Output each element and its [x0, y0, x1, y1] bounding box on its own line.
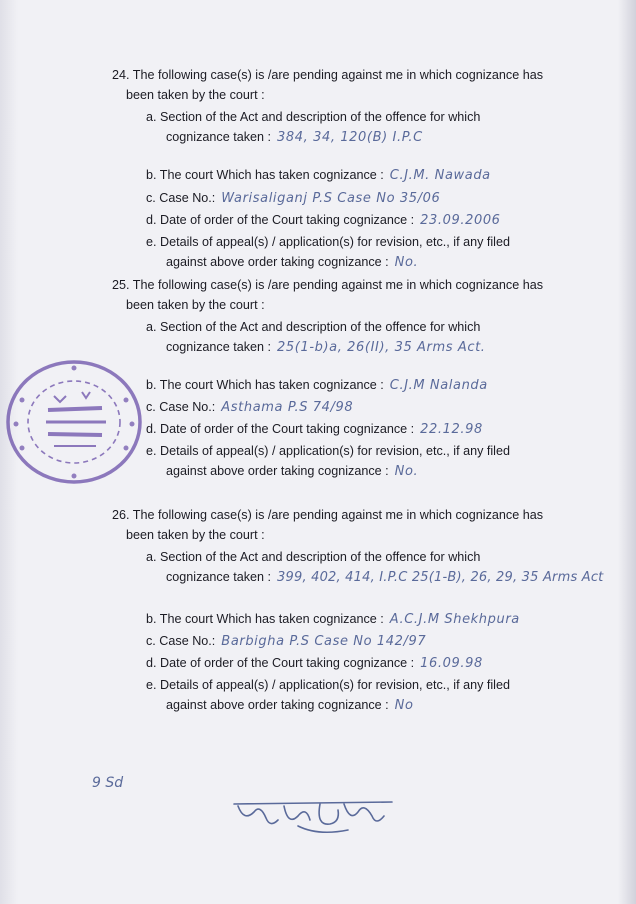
q25-b-label: b. The court Which has taken cognizance : — [146, 378, 384, 392]
q26-b-value: A.C.J.M Shekhpura — [389, 612, 520, 627]
q24-b-label: b. The court Which has taken cognizance : — [146, 168, 384, 182]
q26-d-value: 16.09.98 — [420, 656, 483, 671]
q25-e-line1: e. Details of appeal(s) / application(s) for revision, etc., if any filed — [146, 444, 510, 458]
q24-c-value: Warisaliganj P.S Case No 35/06 — [221, 191, 441, 206]
q25-d — [146, 420, 483, 439]
q26-e-line2 — [166, 696, 414, 715]
signature — [228, 790, 398, 840]
q25-d-value: 22.12.98 — [420, 422, 483, 437]
q24-intro-line1: 24. The following case(s) is /are pending against me in which cognizance has — [112, 68, 543, 82]
q25-a-line2 — [166, 338, 486, 357]
q24-a-line2 — [166, 128, 423, 147]
q25-a-line1: a. Section of the Act and description of the offence for which — [146, 320, 481, 334]
q24-e-label: against above order taking cognizance : — [166, 255, 389, 269]
q26-a-value: 399, 402, 414, I.P.C 25(1-B), 26, 29, 35 Arms Act — [277, 570, 604, 585]
q26-a-line2 — [166, 568, 603, 587]
q26-e-label: against above order taking cognizance : — [166, 698, 389, 712]
q25-c — [146, 398, 353, 417]
q26-d-label: d. Date of order of the Court taking cognizance : — [146, 656, 415, 670]
q25-e-value: No. — [394, 464, 419, 479]
q25-e-line2 — [166, 462, 418, 481]
q25-b-value: C.J.M Nalanda — [389, 378, 488, 393]
q24-b — [146, 166, 491, 185]
q25-d-label: d. Date of order of the Court taking cognizance : — [146, 422, 415, 436]
q24-a-label: cognizance taken : — [166, 130, 272, 144]
q26-c — [146, 632, 426, 651]
q24-e-value: No. — [394, 255, 419, 270]
q26-e-line1: e. Details of appeal(s) / application(s) for revision, etc., if any filed — [146, 678, 510, 692]
q24-d-label: d. Date of order of the Court taking cognizance : — [146, 213, 415, 227]
q25-c-value: Asthama P.S 74/98 — [221, 400, 354, 415]
q26-c-value: Barbigha P.S Case No 142/97 — [221, 634, 427, 649]
q24-e-line1: e. Details of appeal(s) / application(s) for revision, etc., if any filed — [146, 235, 510, 249]
q25-intro-line1: 25. The following case(s) is /are pending against me in which cognizance has — [112, 278, 543, 292]
q24-a-line1: a. Section of the Act and description of the offence for which — [146, 110, 481, 124]
q26-intro-line2: been taken by the court : — [126, 528, 265, 542]
q26-b — [146, 610, 520, 629]
initials-mark: 9 Sd — [92, 775, 124, 791]
q26-b-label: b. The court Which has taken cognizance : — [146, 612, 384, 626]
q24-a-value: 384, 34, 120(B) I.P.C — [277, 130, 423, 145]
q25-a-label: cognizance taken : — [166, 340, 272, 354]
q24-d — [146, 211, 501, 230]
q24-c — [146, 189, 440, 208]
q25-a-value: 25(1-b)a, 26(II), 35 Arms Act. — [277, 340, 486, 355]
q26-intro-line1: 26. The following case(s) is /are pending against me in which cognizance has — [112, 508, 543, 522]
q25-b — [146, 376, 488, 395]
official-stamp — [2, 352, 152, 494]
q26-e-value: No — [394, 698, 414, 713]
q26-c-label: c. Case No.: — [146, 634, 216, 648]
q26-d — [146, 654, 483, 673]
q25-intro-line2: been taken by the court : — [126, 298, 265, 312]
q26-a-line1: a. Section of the Act and description of the offence for which — [146, 550, 481, 564]
q26-a-label: cognizance taken : — [166, 570, 272, 584]
q25-c-label: c. Case No.: — [146, 400, 216, 414]
q24-b-value: C.J.M. Nawada — [389, 168, 491, 183]
q24-c-label: c. Case No.: — [146, 191, 216, 205]
q24-d-value: 23.09.2006 — [420, 213, 501, 228]
q24-e-line2 — [166, 253, 418, 272]
q25-e-label: against above order taking cognizance : — [166, 464, 389, 478]
q24-intro-line2: been taken by the court : — [126, 88, 265, 102]
